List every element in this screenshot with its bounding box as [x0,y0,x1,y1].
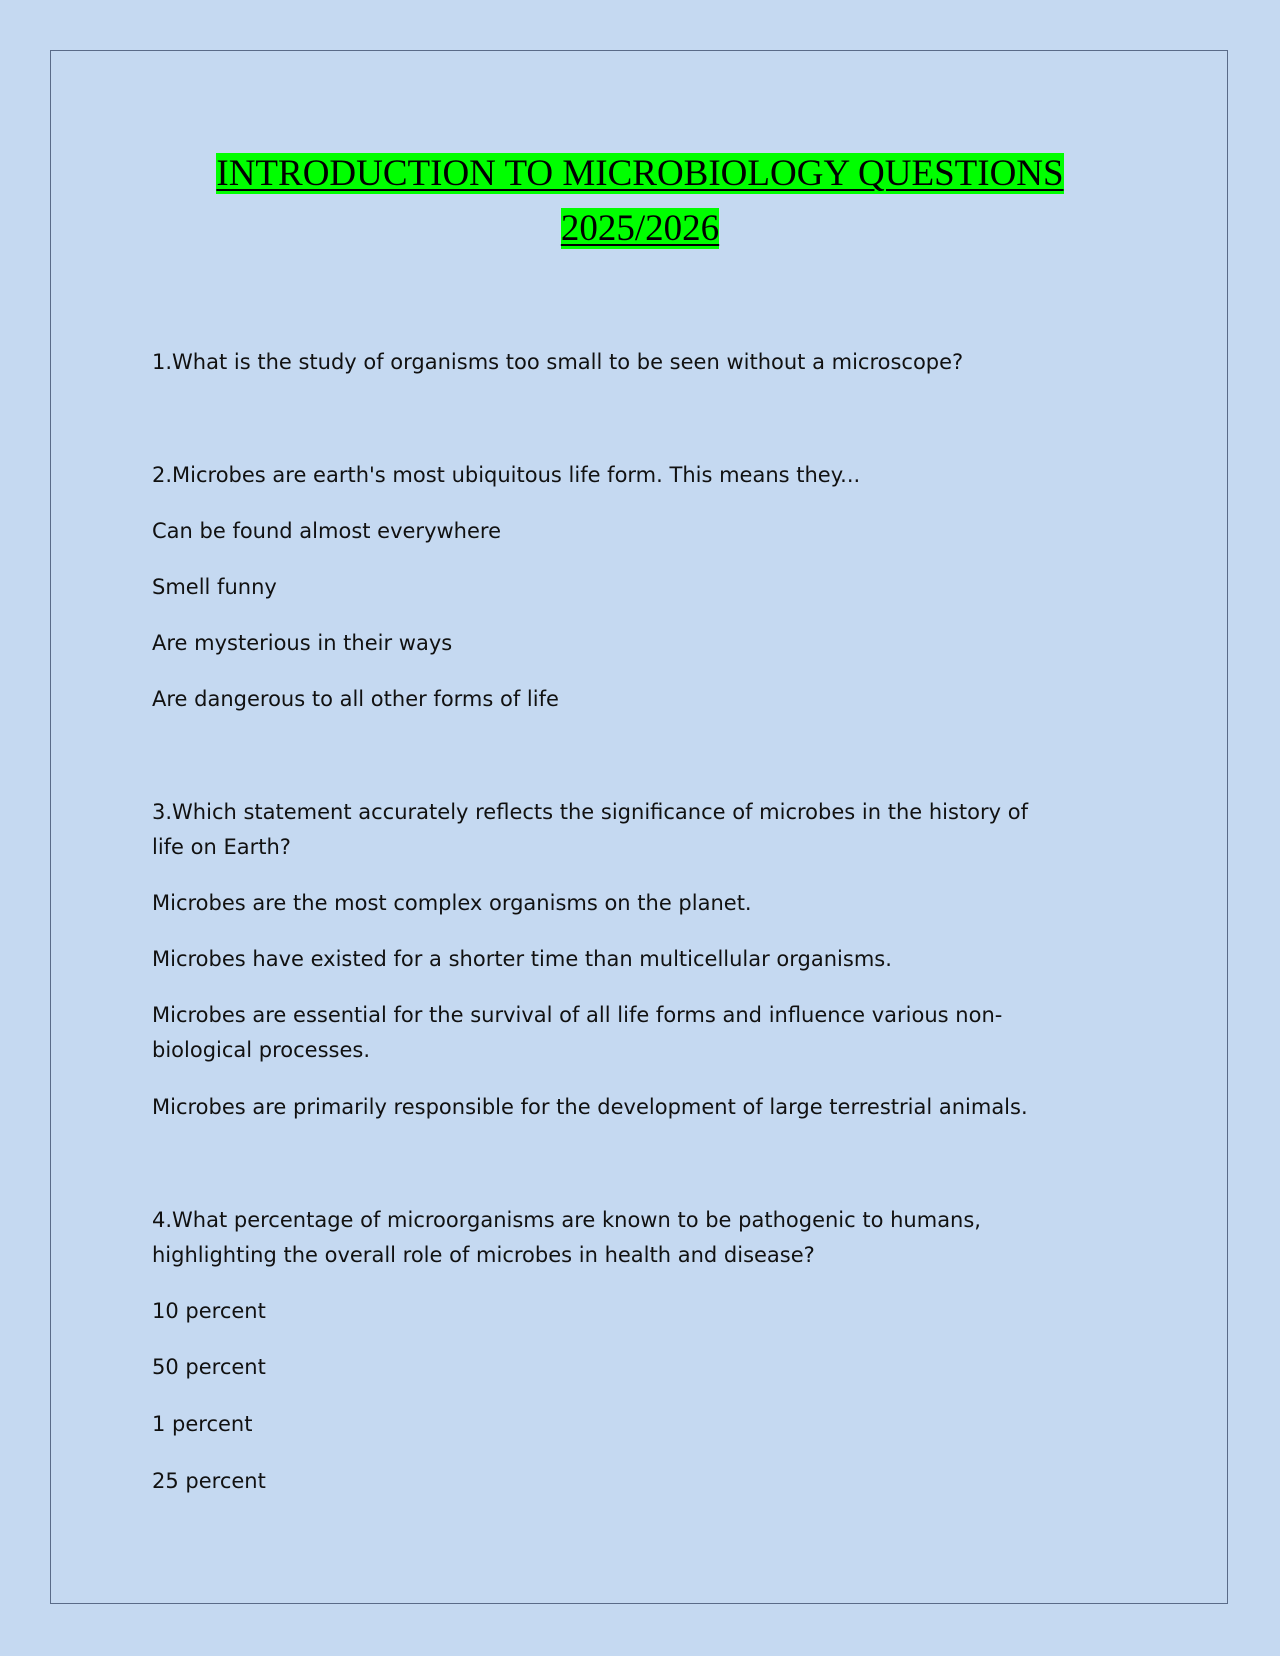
question-3-option-4: Microbes are primarily responsible for the development of large terrestrial animals. [152,1095,1028,1119]
question-2-option-3: Are mysterious in their ways [152,631,453,655]
question-4-line-1: 4.What percentage of microorganisms are known to be pathogenic to humans, [152,1208,981,1232]
question-4-option-2: 50 percent [152,1355,266,1379]
question-1: 1.What is the study of organisms too small to be seen without a microscope? [152,350,964,374]
question-3-line-1: 3.Which statement accurately reflects the significance of microbes in the history of [152,800,1028,824]
question-3-option-2: Microbes have existed for a shorter time than multicellular organisms. [152,947,892,971]
question-2-option-4: Are dangerous to all other forms of life [152,687,559,711]
question-3-option-3: Microbes are essential for the survival of all life forms and influence various non- [152,1003,1003,1027]
question-2: 2.Microbes are earth's most ubiquitous life form. This means they... [152,463,861,487]
question-4-line-2: highlighting the overall role of microbes in health and disease? [152,1243,815,1267]
question-2-option-1: Can be found almost everywhere [152,519,501,543]
question-3-line-2: life on Earth? [152,835,291,859]
title-line-2: 2025/2026 [560,208,720,249]
title-line-1: INTRODUCTION TO MICROBIOLOGY QUESTIONS [216,153,1064,194]
question-4-option-4: 25 percent [152,1469,266,1493]
document-title [0,146,1280,256]
question-3-option-3-continued: biological processes. [152,1038,371,1062]
question-2-option-2: Smell funny [152,575,277,599]
question-4-option-1: 10 percent [152,1299,266,1323]
question-4-option-3: 1 percent [152,1412,253,1436]
question-3-option-1: Microbes are the most complex organisms on the planet. [152,891,752,915]
